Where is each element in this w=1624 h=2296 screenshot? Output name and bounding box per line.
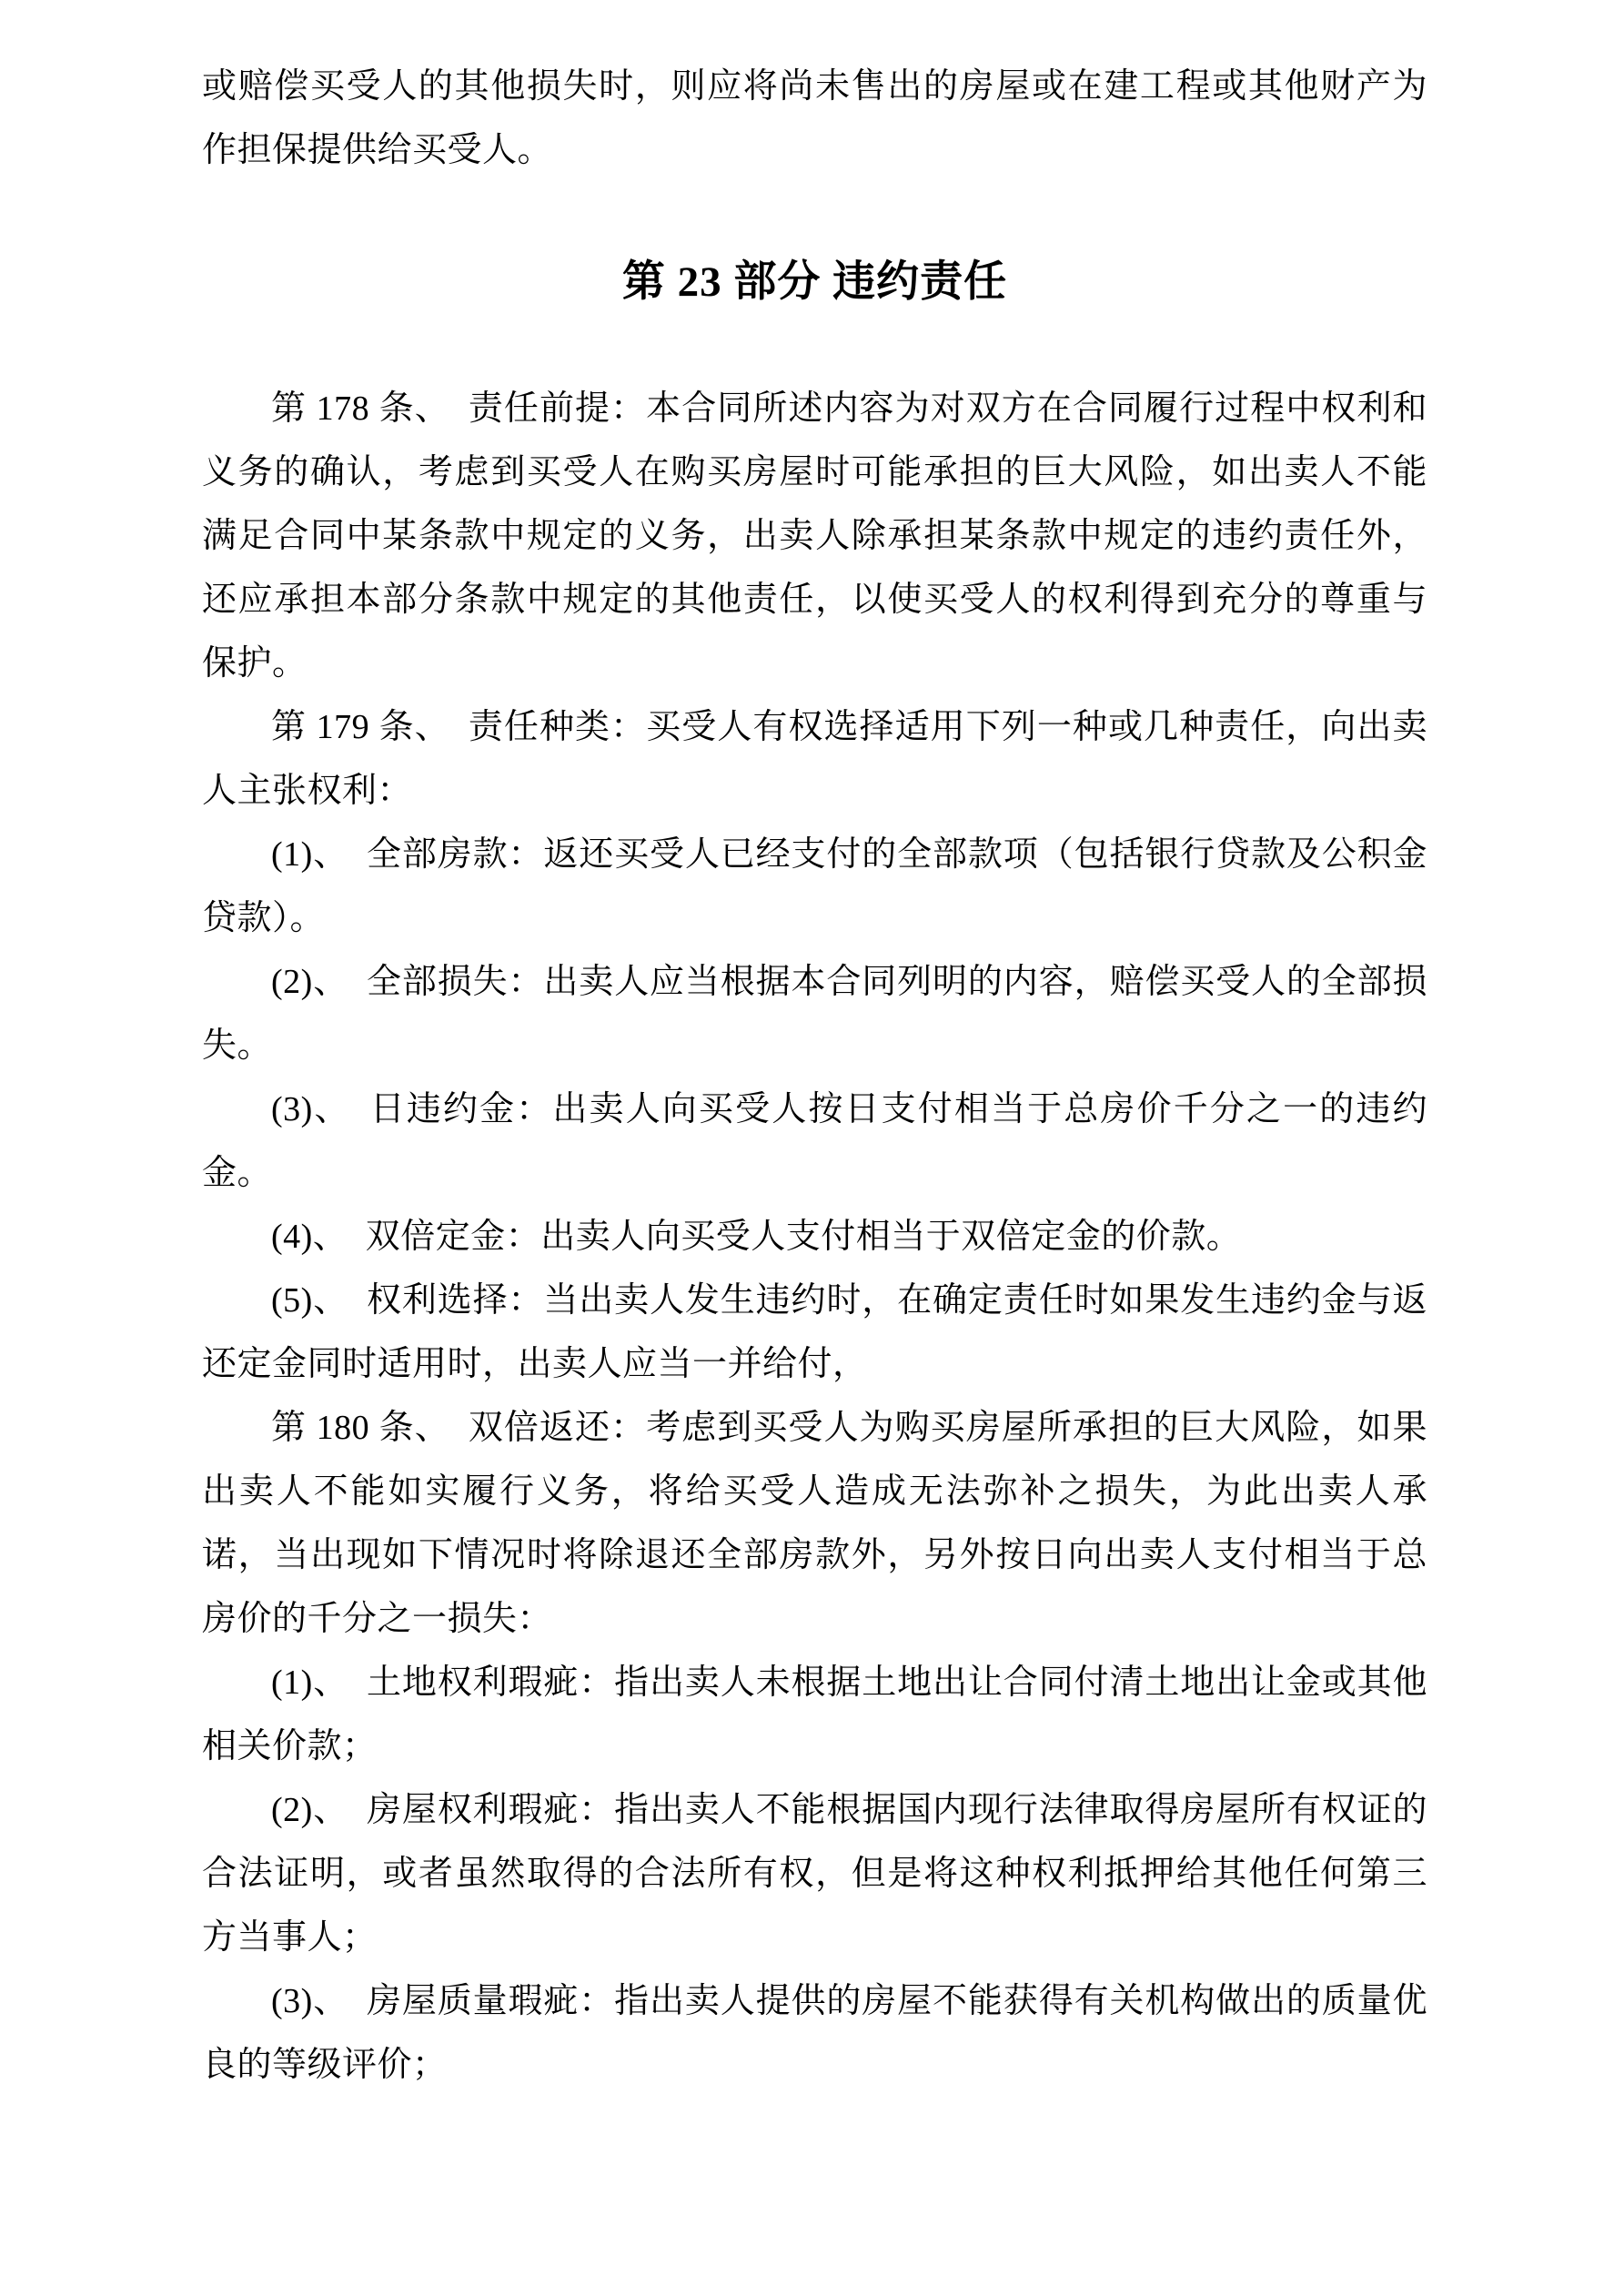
article-180-item-2: (2)、 房屋权利瑕疵：指出卖人不能根据国内现行法律取得房屋所有权证的合法证明，或者虽然取得的合法所有权，但是将这种权利抵押给其他任何第三方当事人； [202, 1791, 1427, 1957]
article-179-item-5: (5)、 权利选择：当出卖人发生违约时，在确定责任时如果发生违约金与返还定金同时适用时，出卖人应当一并给付， [202, 1281, 1427, 1383]
article-179-item-3: (3)、 日违约金：出卖人向买受人按日支付相当于总房价千分之一的违约金。 [202, 1090, 1427, 1192]
article-179-item-2: (2)、 全部损失：出卖人应当根据本合同列明的内容，赔偿买受人的全部损失。 [202, 963, 1427, 1065]
section-title: 第 23 部分 违约责任 [621, 258, 1008, 306]
carryover-paragraph: 或赔偿买受人的其他损失时，则应将尚未售出的房屋或在建工程或其他财产为作担保提供给买受人。 [202, 67, 1427, 169]
article-179-item-1: (1)、 全部房款：返还买受人已经支付的全部款项（包括银行贷款及公积金贷款）。 [202, 835, 1427, 937]
article-180: 第 180 条、 双倍返还：考虑到买受人为购买房屋所承担的巨大风险，如果出卖人不能如实履行义务，将给买受人造成无法弥补之损失，为此出卖人承诺，当出现如下情况时将除退还全部房款外，另外按日向出卖人支付相当于总房价的千分之一损失： [202, 1409, 1427, 1638]
article-179: 第 179 条、 责任种类：买受人有权选择适用下列一种或几种责任，向出卖人主张权利： [202, 708, 1427, 810]
article-178: 第 178 条、 责任前提：本合同所述内容为对双方在合同履行过程中权利和义务的确认，考虑到买受人在购买房屋时可能承担的巨大风险，如出卖人不能满足合同中某条款中规定的义务，出卖人除承担某条款中规定的违约责任外，还应承担本部分条款中规定的其他责任，以使买受人的权利得到充分的尊重与保护。 [202, 389, 1427, 683]
article-180-item-1: (1)、 土地权利瑕疵：指出卖人未根据土地出让合同付清土地出让金或其他相关价款； [202, 1664, 1427, 1765]
article-179-item-4: (4)、 双倍定金：出卖人向买受人支付相当于双倍定金的价款。 [271, 1218, 1242, 1256]
article-180-item-3: (3)、 房屋质量瑕疵：指出卖人提供的房屋不能获得有关机构做出的质量优良的等级评价； [202, 1982, 1427, 2084]
